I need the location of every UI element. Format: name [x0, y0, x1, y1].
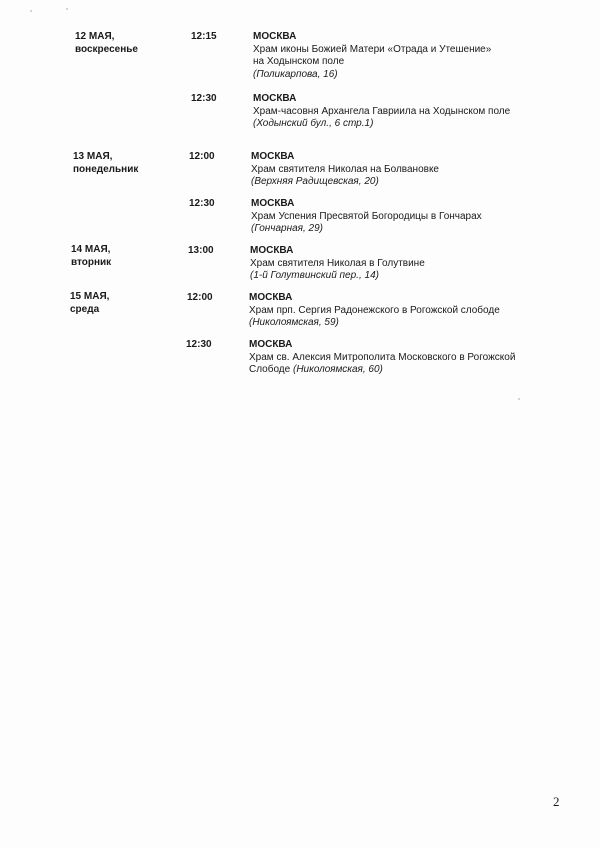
day-weekday: понедельник [73, 163, 139, 175]
service-time: 12:00 [187, 292, 213, 303]
church-address: (Ходынский бул., 6 стр.1) [253, 118, 374, 129]
page-number: 2 [553, 794, 560, 809]
service-city: МОСКВА [251, 198, 295, 209]
service-time: 12:30 [186, 339, 212, 350]
church-name-continued [249, 364, 559, 377]
service-time: 12:30 [191, 93, 217, 104]
day-date: 12 МАЯ, [75, 31, 115, 42]
service-info [249, 292, 549, 330]
day-label [75, 31, 138, 56]
service-info [253, 93, 553, 131]
day-weekday: вторник [71, 256, 112, 268]
scan-speck [30, 10, 32, 12]
service-city: МОСКВА [249, 339, 293, 350]
service-city: МОСКВА [249, 292, 293, 303]
church-name: Храм прп. Сергия Радонежского в Рогожской слободе [249, 304, 500, 316]
scan-speck [518, 398, 520, 400]
service-info [251, 198, 551, 236]
day-weekday: воскресенье [75, 43, 138, 55]
scan-speck [66, 8, 68, 10]
service-time: 12:00 [189, 151, 215, 162]
day-date: 14 МАЯ, [71, 244, 111, 255]
service-city: МОСКВА [253, 93, 297, 104]
day-label [73, 151, 138, 176]
church-address: (Николоямская, 60) [292, 364, 383, 375]
service-info [251, 151, 551, 189]
service-city: МОСКВА [253, 31, 297, 42]
day-label [71, 244, 111, 269]
church-name: Слободе [249, 364, 291, 375]
church-name: Храм святителя Николая на Болвановке [251, 163, 439, 175]
church-address: (1-й Голутвинский пер., 14) [250, 270, 379, 281]
church-name: Храм-часовня Архангела Гавриила на Ходынском поле [253, 105, 511, 117]
church-name: Храм иконы Божией Матери «Отрада и Утешение» [253, 43, 492, 55]
service-city: МОСКВА [250, 245, 294, 256]
service-time: 12:15 [191, 31, 217, 42]
day-date: 15 МАЯ, [70, 291, 110, 302]
church-name: на Ходынском поле [253, 56, 345, 67]
service-info [249, 339, 559, 377]
day-label [70, 291, 109, 316]
service-info [250, 245, 550, 283]
church-name: Храм Успения Пресвятой Богородицы в Гончарах [251, 210, 482, 222]
service-info [253, 31, 553, 81]
church-address: (Верхняя Радищевская, 20) [251, 176, 379, 187]
service-time: 12:30 [189, 198, 215, 209]
service-city: МОСКВА [251, 151, 295, 162]
church-address: (Николоямская, 59) [249, 317, 339, 328]
service-time: 13:00 [188, 245, 214, 256]
day-weekday: среда [70, 303, 100, 315]
church-name: Храм св. Алексия Митрополита Московского в Рогожской [249, 351, 516, 363]
church-name: Храм святителя Николая в Голутвине [250, 257, 425, 269]
church-address: (Гончарная, 29) [251, 223, 323, 234]
church-address: (Поликарпова, 16) [253, 68, 338, 80]
day-date: 13 МАЯ, [73, 151, 113, 162]
